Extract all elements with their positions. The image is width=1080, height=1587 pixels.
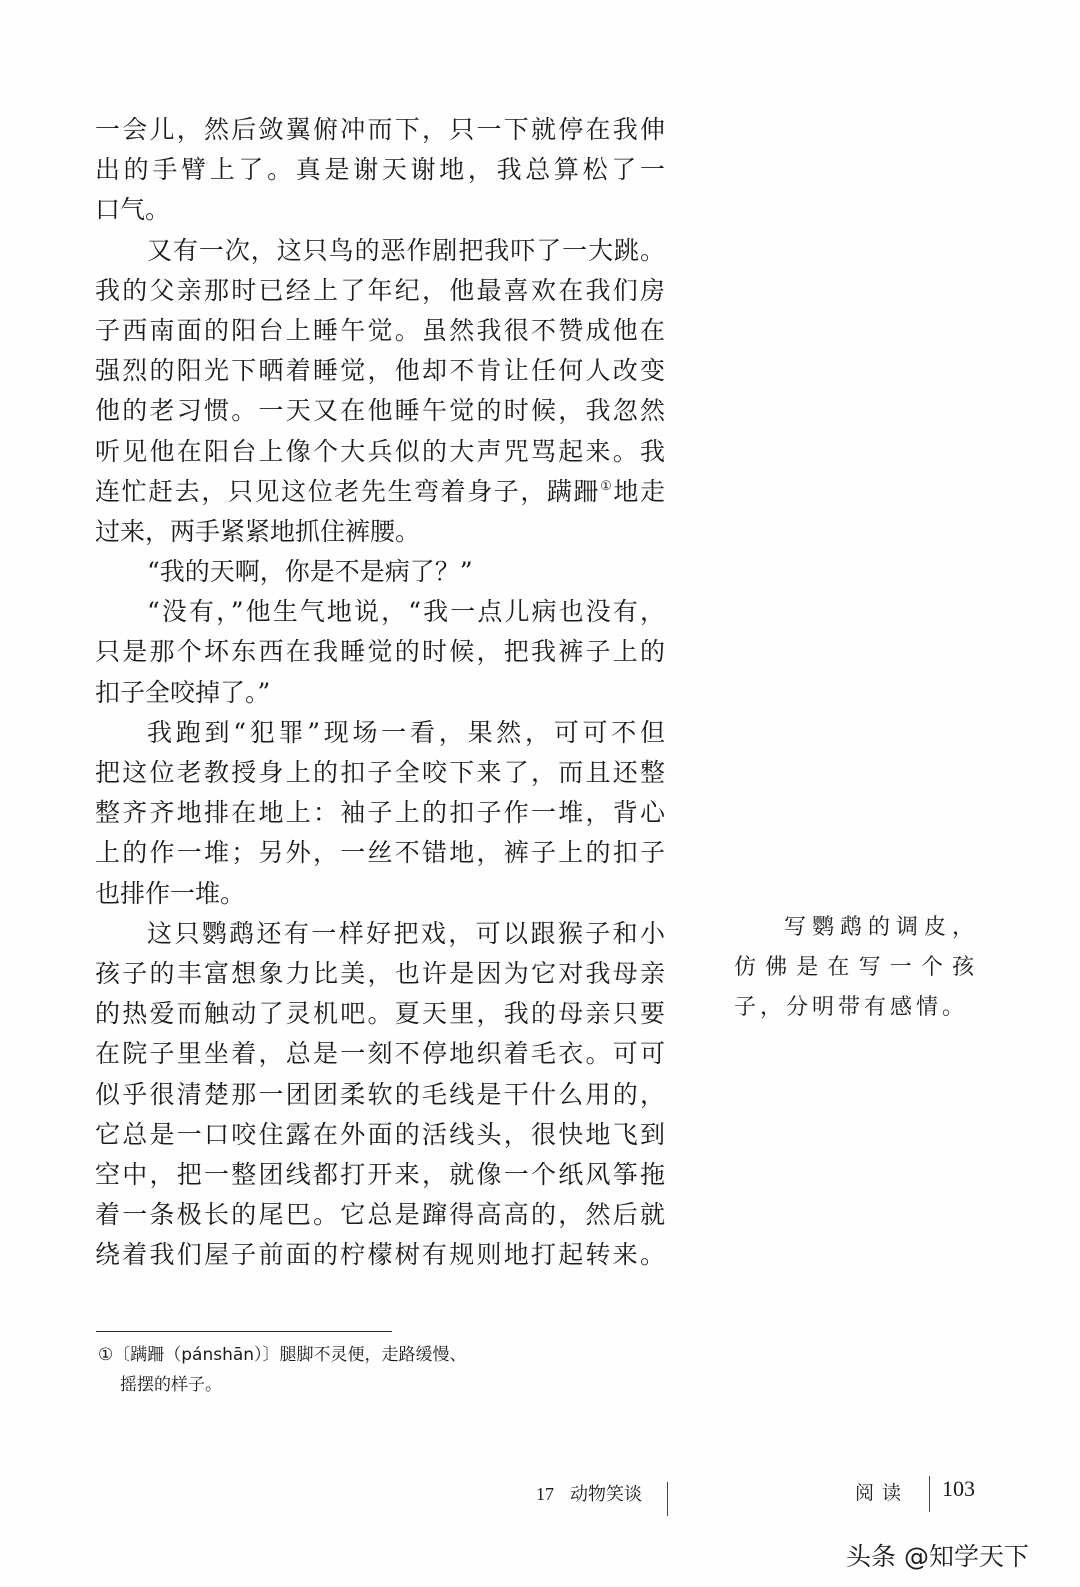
text-line: 它总是一口咬住露在外面的活线头，很快地飞到	[95, 1119, 665, 1149]
text-line: 在院子里坐着，总是一刻不停地织着毛衣。可可	[95, 1039, 665, 1069]
text-line: 强烈的阳光下晒着睡觉，他却不肯让任何人改变	[95, 356, 665, 386]
footer-divider	[667, 1482, 668, 1516]
footnote	[98, 1340, 538, 1400]
page-number: 103	[942, 1476, 975, 1501]
footnote-line	[98, 1340, 538, 1370]
footnote-divider	[96, 1331, 392, 1332]
text-segment: 地走	[613, 476, 665, 506]
text-line: 听见他在阳台上像个大兵似的大声咒骂起来。我	[95, 436, 665, 466]
body-text	[95, 110, 665, 1275]
text-line: 只是那个坏东西在我睡觉的时候，把我裤子上的	[95, 637, 665, 667]
text-line: 空中，把一整团线都打开来，就像一个纸风筝拖	[95, 1159, 665, 1189]
text-line: 过来，两手紧紧地抓住裤腰。	[95, 516, 421, 546]
text-line: 孩子的丰富想象力比美，也许是因为它对我母亲	[95, 958, 665, 988]
text-line: 他的老习惯。一天又在他睡午觉的时候，我忽然	[95, 396, 665, 426]
footer-lesson	[536, 1480, 642, 1506]
text-line: 我跑到“犯罪”现场一看，果然，可可不但	[147, 717, 665, 747]
text-line: 上的作一堆；另外，一丝不错地，裤子上的扣子	[95, 838, 665, 868]
footnote-number: ①	[98, 1345, 114, 1365]
text-line: 又有一次，这只鸟的恶作剧把我吓了一大跳。	[147, 235, 665, 265]
text-segment: 连忙赶去，只见这位老先生弯着身子，蹒跚	[95, 476, 601, 506]
text-line: 一会儿，然后敛翼俯冲而下，只一下就停在我伸	[95, 115, 665, 144]
text-line: “我的天啊，你是不是病了？”	[147, 557, 473, 587]
text-line: 我的父亲那时已经上了年纪，他最喜欢在我们房	[95, 275, 665, 305]
text-line: 扣子全咬掉了。”	[95, 677, 271, 707]
text-line: 也排作一堆。	[95, 878, 246, 908]
footnote-text: 〔蹒跚（pánshān）〕腿脚不灵便，走路缓慢、	[113, 1345, 467, 1365]
margin-annotation	[734, 908, 974, 1028]
annotation-line: 写鹦鹉的调皮，	[784, 915, 974, 940]
text-line: 似乎很清楚那一团团柔软的毛线是干什么用的，	[95, 1079, 665, 1109]
watermark: 头条 @知学天下	[846, 1542, 1029, 1571]
text-line: 子西南面的阳台上睡午觉。虽然我很不赞成他在	[95, 315, 665, 345]
text-line: “没有，”他生气地说，“我一点儿病也没有，	[147, 597, 665, 627]
text-line: 把这位老教授身上的扣子全咬下来了，而且还整	[95, 758, 665, 787]
text-line: 这只鹦鹉还有一样好把戏，可以跟猴子和小	[147, 918, 665, 948]
text-line-with-footnote	[95, 472, 665, 512]
footnote-marker[interactable]: ①	[600, 478, 614, 494]
text-line: 口气。	[95, 195, 171, 225]
lesson-number: 17	[536, 1484, 554, 1504]
text-line: 整齐齐地排在地上：袖子上的扣子作一堆，背心	[95, 798, 665, 828]
text-line: 着一条极长的尾巴。它总是蹿得高高的，然后就	[95, 1200, 665, 1230]
text-line: 绕着我们屋子前面的柠檬树有规则地打起转来。	[95, 1240, 665, 1270]
annotation-line: 子，分明带有感情。	[734, 995, 969, 1020]
text-line: 的热爱而触动了灵机吧。夏天里，我的母亲只要	[95, 999, 665, 1029]
footnote-line: 摇摆的样子。	[120, 1375, 222, 1395]
footer-section: 阅读	[855, 1482, 910, 1504]
text-line: 出的手臂上了。真是谢天谢地，我总算松了一	[95, 155, 665, 185]
lesson-title: 动物笑谈	[570, 1484, 642, 1505]
annotation-line: 仿佛是在写一个孩	[734, 955, 974, 980]
footer-divider	[929, 1476, 930, 1512]
